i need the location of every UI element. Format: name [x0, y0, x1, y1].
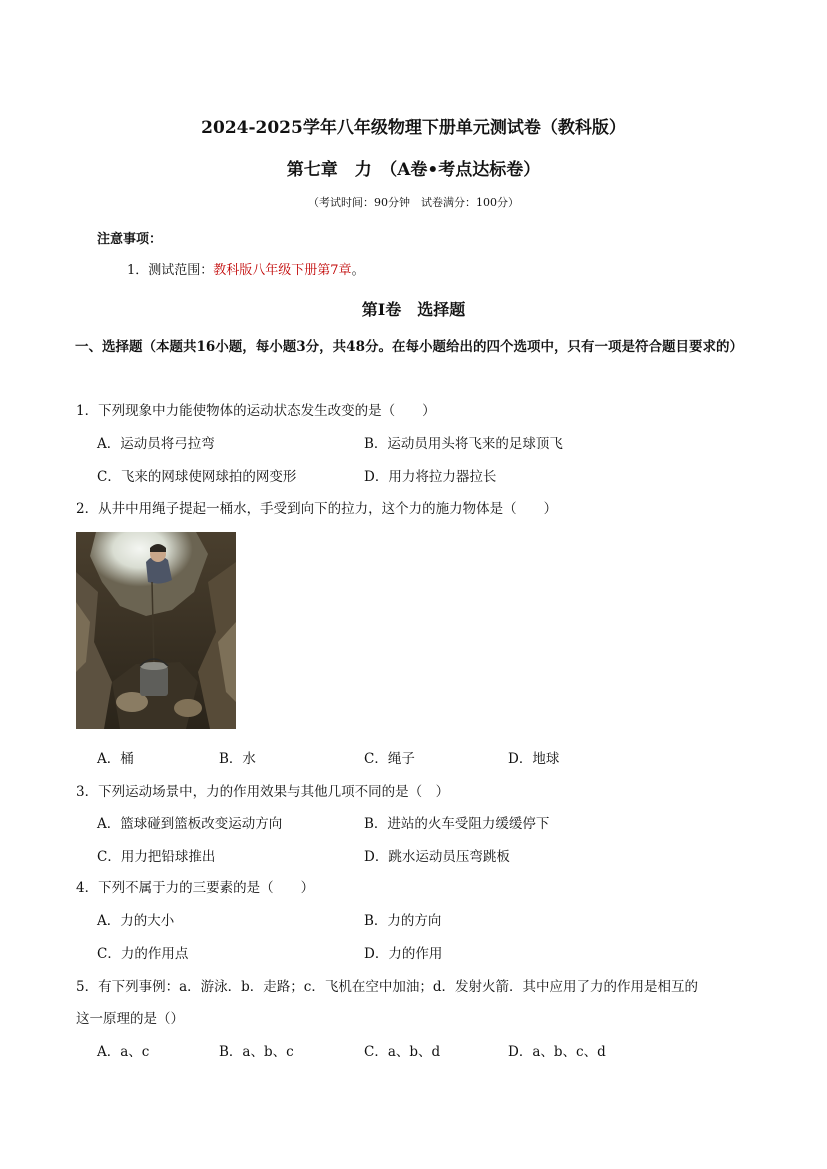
question-1-option-b: B．运动员用头将飞来的足球顶飞 [364, 436, 563, 452]
notice-heading: 注意事项： [97, 232, 163, 247]
chapter-subtitle: 第七章 力 （A卷•考点达标卷） [286, 160, 541, 180]
question-1-option-a: A．运动员将弓拉弯 [97, 436, 215, 452]
question-5-option-b: B．a、b、c [219, 1044, 294, 1060]
question-2-stem: 2．从井中用绳子提起一桶水，手受到向下的拉力，这个力的施力物体是（ ） [76, 501, 558, 517]
notice-item-prefix: 1．测试范围： [127, 263, 214, 278]
question-1-option-d: D．用力将拉力器拉长 [364, 469, 497, 485]
question-5-option-a: A．a、c [97, 1044, 150, 1060]
page-title: 2024-2025学年八年级物理下册单元测试卷（教科版） [201, 118, 626, 138]
notice-item-scope [127, 259, 365, 278]
question-3-option-b: B．进站的火车受阻力缓缓停下 [364, 816, 550, 832]
question-5-option-c: C．a、b、d [364, 1044, 441, 1060]
question-4-option-a: A．力的大小 [97, 913, 175, 929]
question-3-option-a: A．篮球碰到篮板改变运动方向 [97, 816, 283, 832]
question-5-option-d: D．a、b、c、d [508, 1044, 606, 1060]
question-1-option-c: C．飞来的网球使网球拍的网变形 [97, 469, 297, 485]
question-2-option-b: B．水 [219, 751, 256, 767]
question-4-option-b: B．力的方向 [364, 913, 442, 929]
question-3-stem: 3．下列运动场景中，力的作用效果与其他几项不同的是（ ） [76, 784, 450, 800]
question-2-option-d: D．地球 [508, 751, 560, 767]
exam-meta: （考试时间：90分钟 试卷满分：100分） [308, 196, 519, 209]
question-2-option-a: A．桶 [97, 751, 134, 767]
section-instruction: 一、选择题（本题共16小题，每小题3分，共48分。在每小题给出的四个选项中，只有一项是符合题目要求的） [75, 339, 743, 355]
question-2-option-c: C．绳子 [364, 751, 415, 767]
question-3-option-c: C．用力把铅球推出 [97, 849, 216, 865]
notice-item-scope-value: 教科版八年级下册第7章 [213, 263, 352, 278]
section-title: 第Ⅰ卷 选择题 [361, 300, 466, 319]
question-5-stem-line2: 这一原理的是（） [76, 1011, 184, 1027]
question-1-stem: 1．下列现象中力能使物体的运动状态发生改变的是（ ） [76, 403, 436, 419]
question-4-option-c: C．力的作用点 [97, 946, 189, 962]
notice-item-suffix: 。 [351, 263, 365, 278]
question-4-stem: 4．下列不属于力的三要素的是（ ） [76, 880, 315, 896]
well-bucket-photo [76, 532, 236, 729]
question-4-option-d: D．力的作用 [364, 946, 443, 962]
question-3-option-d: D．跳水运动员压弯跳板 [364, 849, 510, 865]
question-5-stem-line1: 5．有下列事例：a．游泳．b．走路；c．飞机在空中加油；d．发射火箭．其中应用了力的作用是相互的 [76, 979, 698, 995]
